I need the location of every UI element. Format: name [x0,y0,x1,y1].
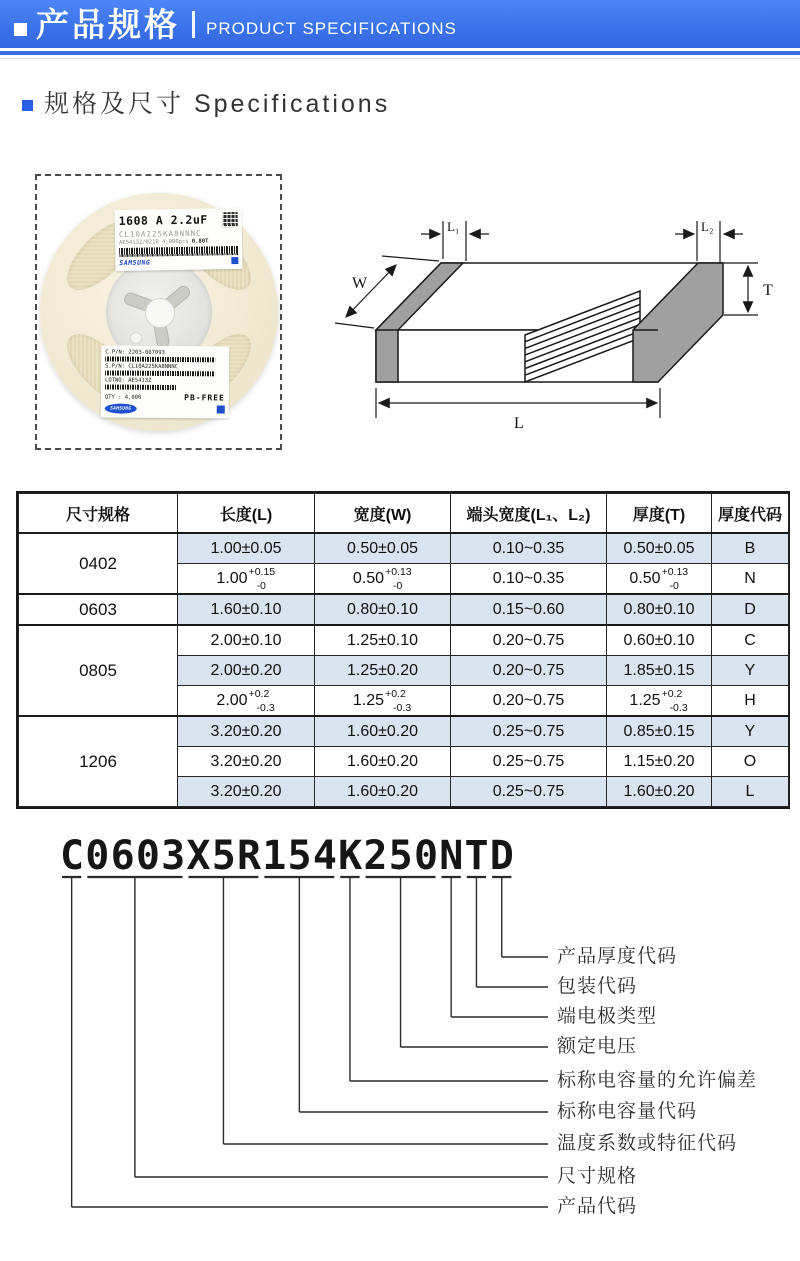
spec-cell [178,625,315,656]
spec-cell [451,564,607,595]
spec-cell [451,716,607,747]
spec-cell-value: C [744,631,756,649]
spec-cell-value: 0.50±0.05 [623,539,695,557]
spec-cell-value: 0.85±0.15 [623,722,695,740]
part-number-code: C0603X5R154K250NTD [60,833,516,879]
spec-cell-value: 1.60±0.20 [346,722,419,740]
chip-dimension-diagram [330,185,800,435]
spec-cell [451,594,607,625]
spec-cell-value: H [744,691,756,709]
samsung-logo: SAMSUNG [119,258,151,268]
reel-lot: LOTNO: AE5413Z [104,377,152,384]
size-cell: 0402 [19,533,178,594]
table-row [19,716,789,747]
banner-title: 产品规格 [36,6,180,43]
spec-cell [451,656,607,686]
spec-cell: 1.25 +0.2 -0.3 [315,686,451,717]
barcode-icon [105,384,177,390]
table-row [19,533,789,564]
pn-field-label: 标称电容量代码 [557,1101,698,1122]
barcode-icon [105,356,215,362]
dim-label-l2: L₂ [701,219,714,234]
col-header-thickness: 厚度(T) [607,494,712,534]
spec-cell [178,747,315,777]
spec-cell-value: 0.50 [352,569,385,587]
spec-cell: 1.00 +0.15 -0 [178,564,315,595]
reel-hub-hole [130,332,142,344]
pn-connector-lines [0,820,800,1250]
spec-cell [178,777,315,807]
table-row [19,625,789,656]
spec-cell [178,716,315,747]
reel-lot-line: AE5413Z/0210 4,000pcs [119,238,189,247]
spec-cell-value: 1.25 [352,691,385,709]
barcode-icon [119,246,238,257]
table-row [19,594,789,625]
spec-cell [712,625,789,656]
spec-cell-value: 3.20±0.20 [210,722,282,740]
spec-cell-value: N [744,569,756,587]
spec-cell [607,625,712,656]
section-title: 规格及尺寸 Specifications [44,90,391,118]
banner-square-icon [14,23,27,36]
spec-cell [315,625,451,656]
spec-cell [451,686,607,717]
banner-divider [192,11,195,38]
spec-cell [315,777,451,807]
reel-size-text: 1608 A 2.2uF [118,212,208,229]
pn-section [0,820,800,1250]
spec-cell [607,777,712,807]
spec-cell-value: 1.60±0.20 [346,752,419,770]
spec-cell: 0.50 +0.13 -0 [315,564,451,595]
spec-cell-value: Y [744,661,756,679]
spec-cell-value: L [745,782,755,800]
spec-cell-value: 0.50 [629,569,661,587]
spec-cell [607,594,712,625]
spec-cell: 1.25 +0.2 -0.3 [607,686,712,717]
spec-cell [607,533,712,564]
pn-field-label: 产品代码 [557,1196,638,1217]
spec-cell [315,533,451,564]
size-cell: 1206 [19,716,178,807]
reel-thickness: 0.80T [191,238,209,245]
spec-cell: 2.00 +0.2 -0.3 [178,686,315,717]
spec-cell [712,716,789,747]
spec-cell-value: 1.00 [216,569,248,587]
section-banner [0,0,800,48]
spec-cell [712,656,789,686]
spec-cell [712,533,789,564]
spec-cell [178,594,315,625]
samsung-oval-logo: SAMSUNG [105,403,137,413]
dim-label-l: L [514,415,524,432]
spec-cell-value: 1.15±0.20 [623,752,695,770]
spec-cell [451,533,607,564]
spec-cell-value: 0.15~0.60 [492,600,565,618]
spec-cell-value: 0.25~0.75 [492,782,565,800]
spec-cell: 0.50 +0.13 -0 [607,564,712,595]
spec-cell-value: 0.10~0.35 [492,539,565,557]
pn-field-label: 标称电容量的允许偏差 [557,1070,758,1091]
col-header-thickness-code: 厚度代码 [712,494,789,534]
spec-cell-value: 3.20±0.20 [210,782,282,800]
spec-cell-value: O [743,752,757,770]
spec-cell-value: 0.80±0.10 [623,600,695,618]
spec-cell-value: 1.25±0.10 [346,631,419,649]
spec-cell-value: D [744,600,756,618]
qr-code-icon [223,212,238,227]
spec-cell [315,747,451,777]
pn-field-label: 产品厚度代码 [557,946,678,967]
spec-cell [451,747,607,777]
size-cell: 0805 [19,625,178,716]
spec-cell [712,747,789,777]
spec-cell [712,777,789,807]
spec-cell [712,564,789,595]
spec-cell-value: 1.60±0.20 [346,782,419,800]
spec-table-body [19,533,789,807]
pn-field-label: 包装代码 [557,976,638,997]
col-header-terminal-width: 端头宽度(L₁、L₂) [451,494,607,534]
spec-cell-value: 0.20~0.75 [492,661,565,679]
col-header-length: 长度(L) [178,494,315,534]
spec-cell-value: 2.00 [216,691,248,709]
banner-subtitle: PRODUCT SPECIFICATIONS [206,19,457,38]
col-header-width: 宽度(W) [315,494,451,534]
spec-cell-value: 0.60±0.10 [623,631,695,649]
spec-cell [451,625,607,656]
spec-cell-value: 3.20±0.20 [210,752,282,770]
spec-cell [712,686,789,717]
spec-cell [315,656,451,686]
spec-cell-value: 1.00±0.05 [210,539,282,557]
spec-cell-value: 0.80±0.10 [346,600,419,618]
pn-field-label: 额定电压 [557,1036,638,1057]
spec-cell-value: 1.60±0.10 [210,600,282,618]
spec-cell [712,594,789,625]
spec-cell [315,716,451,747]
spec-cell-value: 1.25±0.20 [346,661,419,679]
col-header-size: 尺寸规格 [19,494,178,534]
dim-label-w: W [352,275,368,292]
spec-cell [607,747,712,777]
reel-hub-center [145,298,175,328]
blue-square-icon [231,257,238,264]
pn-field-label: 尺寸规格 [557,1166,638,1187]
pb-free-text: PB-FREE [184,393,225,403]
table-header-row [19,494,789,534]
reel-top-label [114,208,242,271]
dim-label-t: T [763,282,773,299]
spec-cell-value: B [744,539,756,557]
spec-cell-value: 0.20~0.75 [492,691,565,709]
reel-cpn: C.P/N: 2203-007093 [105,349,165,356]
banner-underline-gray [0,58,800,59]
dim-label-l1: L₁ [447,219,460,234]
spec-cell [178,656,315,686]
section-bullet-icon [22,100,33,111]
reel-part-code: CL10A225KA8NNNC [118,228,202,240]
spec-cell-value: 0.10~0.35 [492,569,565,587]
spec-cell-value: 1.25 [629,691,661,709]
spec-cell-value: 1.60±0.20 [623,782,695,800]
pn-field-label: 端电极类型 [557,1006,658,1027]
reel-bottom-label [101,345,230,418]
size-cell: 0603 [19,594,178,625]
spec-cell-value: 0.50±0.05 [346,539,419,557]
reel-photo-frame [35,174,282,450]
spec-table [16,491,790,809]
spec-cell [607,656,712,686]
spec-cell-value: 0.20~0.75 [492,631,565,649]
spec-cell [451,777,607,807]
spec-cell-value: 0.25~0.75 [492,752,565,770]
blue-square-icon [217,405,225,413]
spec-cell [178,533,315,564]
pn-field-label: 温度系数或特征代码 [557,1133,738,1154]
reel-spn: S.P/N: CL10A225KA8NNNC [105,363,179,371]
spec-cell-value: 1.85±0.15 [623,661,695,679]
spec-cell [607,716,712,747]
spec-cell [315,594,451,625]
banner-underline-blue [0,51,800,55]
spec-cell-value: 0.25~0.75 [492,722,565,740]
barcode-icon [105,370,215,376]
spec-cell-value: 2.00±0.10 [210,631,282,649]
reel-qty: QTY : 4,000 [104,393,142,401]
spec-cell-value: 2.00±0.20 [210,661,282,679]
spec-cell-value: Y [744,722,756,740]
